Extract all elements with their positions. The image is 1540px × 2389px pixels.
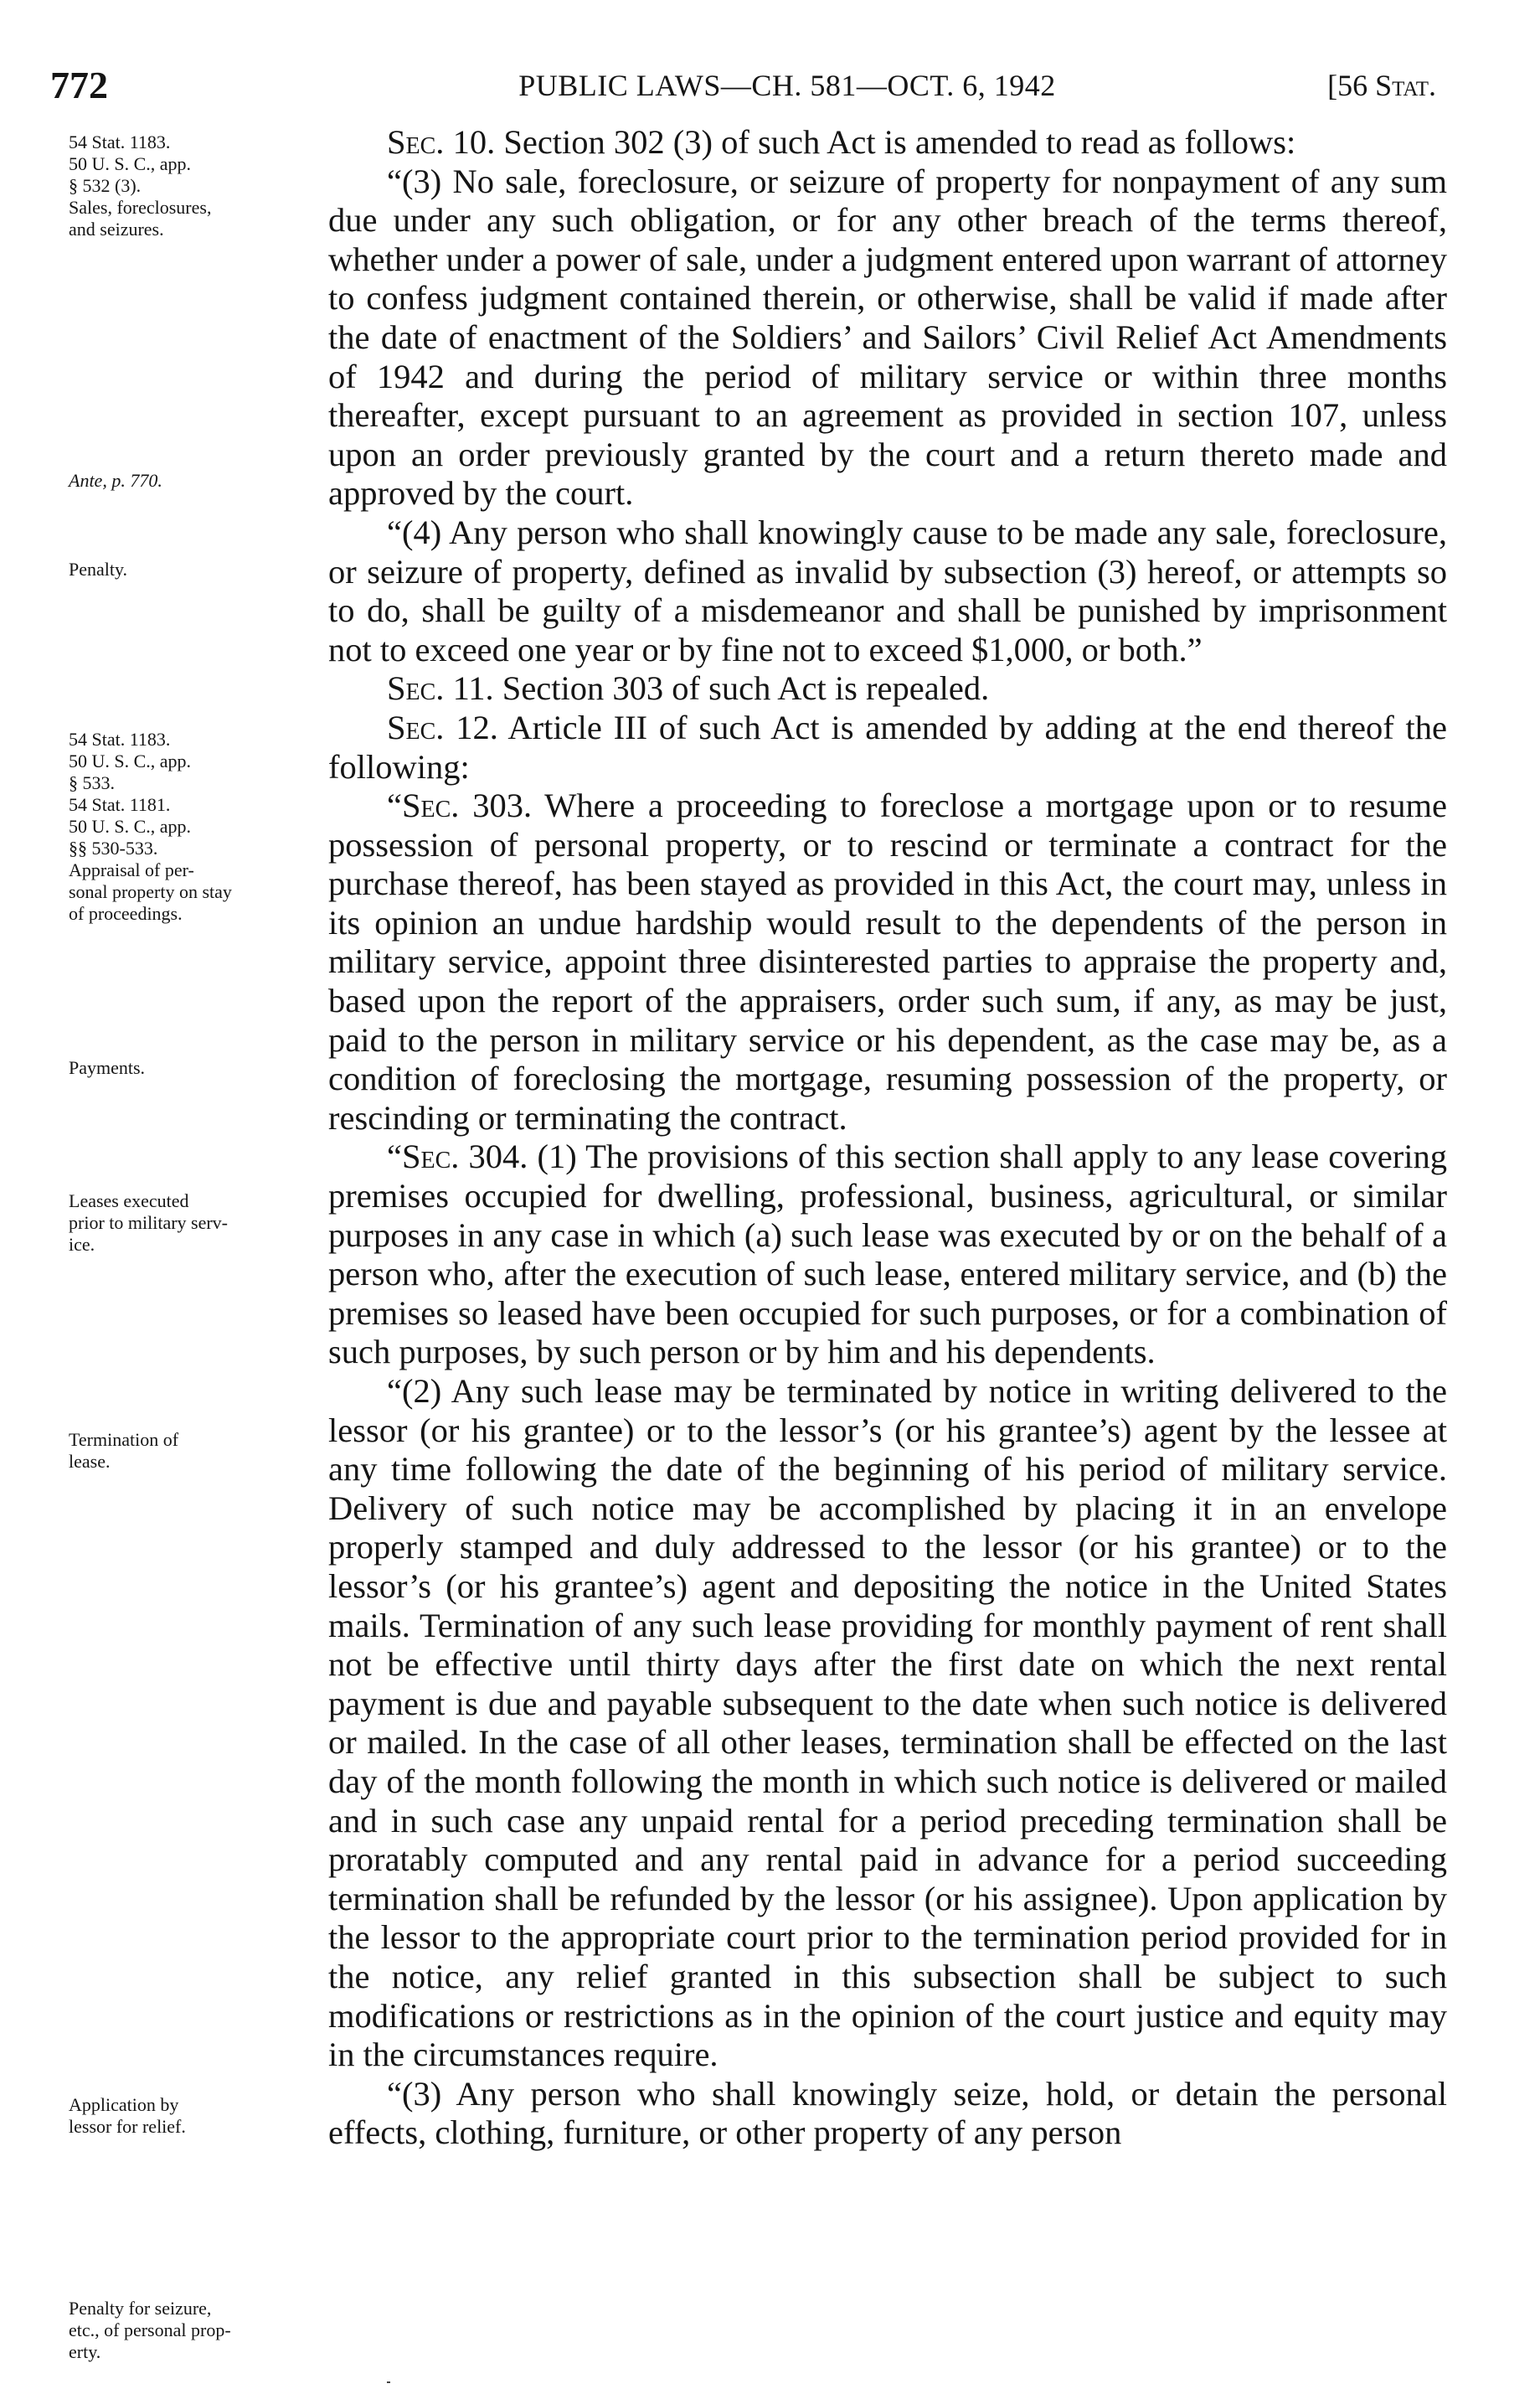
margin-note-termination (69, 1429, 320, 1473)
margin-note-line: 54 Stat. 1183. (69, 132, 171, 152)
section-304-paragraph (328, 1138, 1447, 1372)
volume-ref-stat: Stat. (1375, 69, 1436, 102)
margin-note-line: 50 U. S. C., app. (69, 153, 192, 174)
margin-note-line: 50 U. S. C., app. (69, 751, 192, 771)
section-label: “Sec. (387, 1138, 460, 1176)
margin-note-sales-foreclosures (69, 132, 320, 240)
margin-note-line: sonal property on stay (69, 881, 232, 902)
margin-note-line: etc., of personal prop- (69, 2319, 231, 2340)
paragraph-text: 303. Where a proceeding to foreclose a mortgage upon or to resume possession of personal property, or to rescind or terminate a contract for the purchase thereof, has been stayed as provided in this Act, the court may, unless in its opinion an undue hardship would result to the dependents of the person in military service, appoint three disinterested parties to appraise the property and, based upon the report of the appraisers, order such sum, if any, as may be just, paid to the person in military service or his dependent, as the case may be, as a condition of foreclosing the mortgage, resuming possession of the property, or rescinding or terminating the contract. (328, 787, 1447, 1137)
margin-note-line: 50 U. S. C., app. (69, 816, 192, 837)
margin-note-application (69, 2094, 320, 2138)
margin-note-line: Sales, foreclosures, (69, 197, 212, 218)
running-header (50, 60, 1436, 111)
paragraph-text: “(2) Any such lease may be terminated by notice in writing delivered to the lessor (or his grantee) or to the lessor’s (or his grantee’s) agent by the lessee at any time following the date of the beginning of his period of military service. Delivery of such notice may be accomplished by placing it in an envelope properly stamped and duly addressed to the lessor (or his grantee) or to the lessor’s (or his grantee’s) agent and depositing the notice in the United States mails. Termination of any such lease providing for monthly payment of rent shall not be effective until thirty days after the first date on which the next rental payment is due and payable subsequent to the date when such notice is delivered or mailed. In the case of all other leases, termination shall be effected on the last day of the month following the month in which such notice is delivered or mailed and in such case any unpaid rental for a period preceding termination shall be proratably computed and any rental paid in advance for a period succeeding termination shall be refunded by the lessor (or his assignee). Upon application by the lessor to the appropriate court prior to the termination period provided for in the notice, any relief granted in this subsection shall be subject to such modifications or restrictions as in the opinion of the court justice and equity may in the circumstances require. (328, 1372, 1447, 2074)
statute-body (328, 123, 1447, 2153)
margin-note-line: 54 Stat. 1181. (69, 794, 171, 815)
margin-note-leases-executed (69, 1190, 320, 1256)
section-label: Sec. (387, 708, 445, 746)
margin-note-line: Leases executed (69, 1190, 189, 1211)
margin-note-line: Application by (69, 2094, 179, 2115)
paragraph-text: “(4) Any person who shall knowingly cause to be made any sale, foreclosure, or seizure of property, defined as invalid by subsection (3) hereof, or attempts so to do, shall be guilty of a misdemeanor and shall be punished by imprisonment not to exceed one year or by fine not to exceed $1,000, or both.” (328, 513, 1447, 668)
margin-note-line: Termination of (69, 1429, 179, 1450)
page-number: 772 (50, 64, 108, 106)
paragraph-text: 304. (1) The provisions of this section shall apply to any lease covering premises occupied for dwelling, professional, business, agricultural, or similar purposes in any case in which (a) such lease was executed by or on the behalf of a person who, after the execution of such lease, entered military service, and (b) the premises so leased have been occupied for such purposes, or for a combination of such purposes, by such person or by him and his dependents. (328, 1138, 1447, 1371)
margin-note-line: Penalty. (69, 559, 128, 580)
margin-note-line: lease. (69, 1451, 111, 1472)
section-304-2-paragraph (328, 1372, 1447, 2075)
margin-note-payments (69, 1057, 320, 1079)
paragraph-text: 12. Article III of such Act is amended by adding at the end thereof the following: (328, 708, 1447, 786)
margin-note-line: of proceedings. (69, 903, 183, 924)
margin-note-line: Penalty for seizure, (69, 2298, 212, 2319)
margin-note-penalty-seizure (69, 2298, 320, 2363)
margin-note-line: Ante, p. 770. (69, 470, 162, 491)
margin-note-line: lessor for relief. (69, 2116, 186, 2137)
section-label: Sec. (387, 669, 445, 708)
margin-note-appraisal (69, 729, 320, 925)
margin-note-line: prior to military serv- (69, 1212, 229, 1233)
margin-note-line: §§ 530-533. (69, 838, 158, 859)
margin-note-line: and seizures. (69, 219, 164, 240)
margin-note-line: 54 Stat. 1183. (69, 729, 171, 750)
section-label: Sec. (387, 123, 445, 161)
section-304-3-paragraph (328, 2075, 1447, 2153)
paragraph-text: 11. Section 303 of such Act is repealed. (444, 669, 990, 708)
paragraph-text: 10. Section 302 (3) of such Act is amended to read as follows: (444, 123, 1296, 161)
margin-note-line: erty. (69, 2341, 101, 2362)
margin-note-line: Payments. (69, 1057, 146, 1078)
paragraph-text: “(3) No sale, foreclosure, or seizure of property for nonpayment of any sum due under any such obligation, or for any other breach of the terms thereof, whether under a power of sale, under a judgment entered upon warrant of attorney to confess judgment contained therein, or otherwise, shall be valid if made after the date of enactment of the Soldiers’ and Sailors’ Civil Relief Act Amendments of 1942 and during the period of military service or within three months thereafter, except pursuant to an agreement as provided in section 107, unless upon an order previously granted by the court and a return thereto made and approved by the court. (328, 162, 1447, 513)
margin-note-line: Appraisal of per- (69, 859, 194, 880)
volume-ref-prefix: [56 (1327, 69, 1376, 102)
section-12-paragraph (328, 709, 1447, 787)
paragraph-text: “(3) Any person who shall knowingly seize, hold, or detain the personal effects, clothing, furniture, or other property of any person (328, 2074, 1447, 2152)
subsection-4-paragraph (328, 513, 1447, 669)
section-11-paragraph (328, 669, 1447, 709)
subsection-3-paragraph (328, 163, 1447, 513)
section-303-paragraph (328, 787, 1447, 1138)
margin-note-ante (69, 470, 320, 492)
margin-note-line: § 532 (3). (69, 175, 142, 196)
volume-reference (1327, 60, 1436, 111)
section-10-paragraph (328, 123, 1447, 163)
section-label: “Sec. (387, 787, 460, 825)
margin-note-line: ice. (69, 1234, 95, 1255)
scan-artifact-mark (387, 2381, 390, 2383)
running-title: PUBLIC LAWS—CH. 581—OCT. 6, 1942 (518, 69, 1056, 102)
margin-note-penalty (69, 559, 320, 580)
margin-note-line: § 533. (69, 772, 115, 793)
